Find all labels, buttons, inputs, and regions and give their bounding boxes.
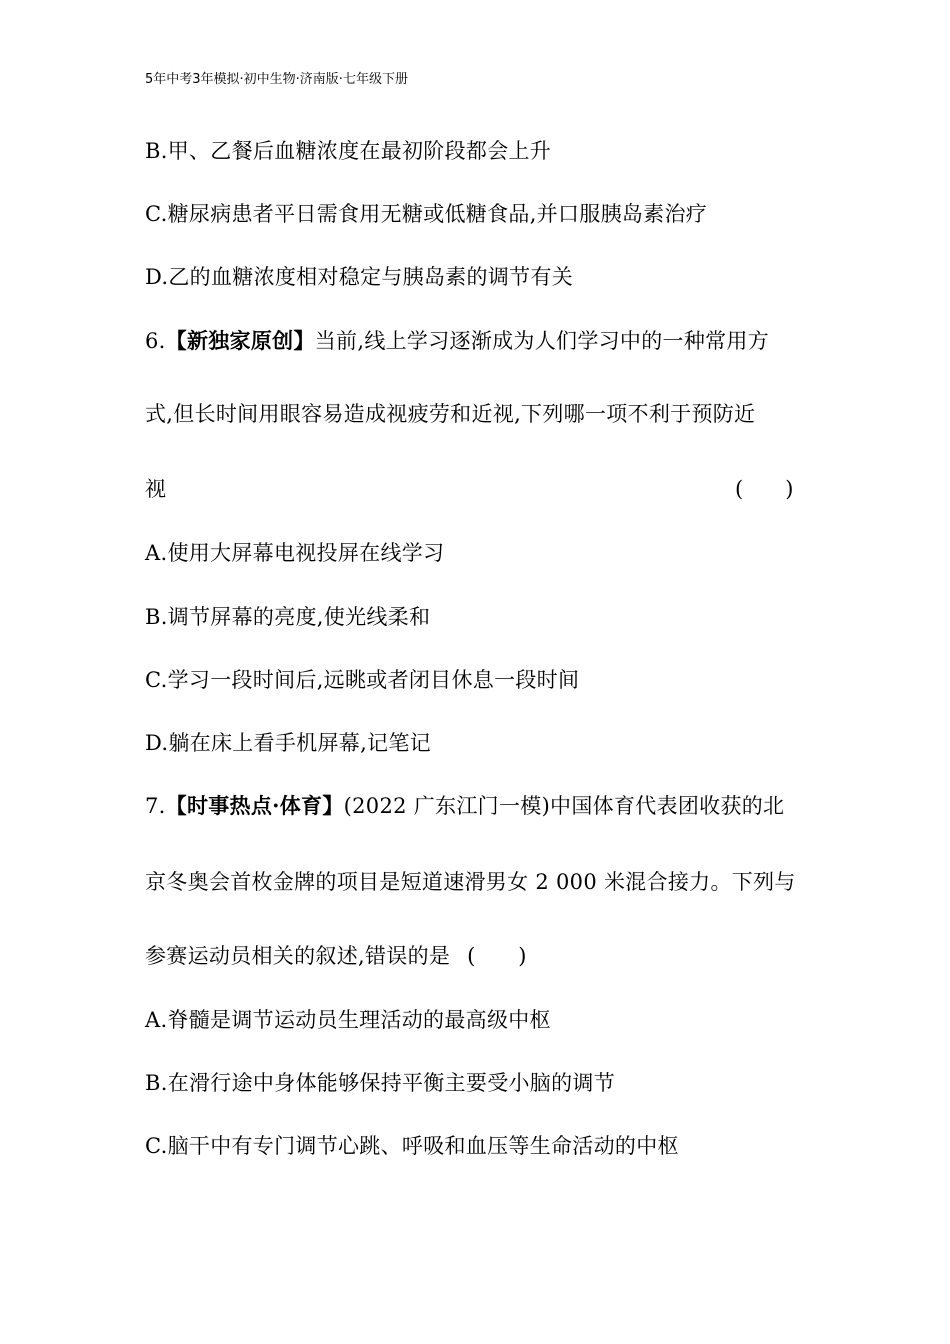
q6-stem-3: 视 [145,477,167,501]
q5-option-c: C.糖尿病患者平日需食用无糖或低糖食品,并口服胰岛素治疗 [145,202,708,226]
q6-line-1 [145,327,769,355]
q7-answer-paren: ( ) [467,944,527,968]
page-header: 5年中考3年模拟·初中生物·济南版·七年级下册 [145,72,408,87]
q6-option-d: D.躺在床上看手机屏幕,记笔记 [145,731,431,755]
q7-stem-1: (2022 广东江门一模)中国体育代表团收获的北 [343,794,785,818]
q5-option-b: B.甲、乙餐后血糖浓度在最初阶段都会上升 [145,139,552,163]
q6-tag: 【新独家原创】 [165,328,315,353]
q6-option-b: B.调节屏幕的亮度,使光线柔和 [145,605,431,629]
q6-option-c: C.学习一段时间后,远眺或者闭目休息一段时间 [145,668,580,692]
q6-stem-2: 式,但长时间用眼容易造成视疲劳和近视,下列哪一项不利于预防近 [145,402,756,426]
q6-number: 6. [145,329,166,353]
q7-tag: 【时事热点·体育】 [165,793,344,818]
q5-option-d: D.乙的血糖浓度相对稳定与胰岛素的调节有关 [145,265,574,289]
q6-stem-1: 当前,线上学习逐渐成为人们学习中的一种常用方 [314,329,770,353]
q7-option-c: C.脑干中有专门调节心跳、呼吸和血压等生命活动的中枢 [145,1134,679,1158]
q7-stem-3-text: 参赛运动员相关的叙述,错误的是 [145,944,451,968]
q7-line-1 [145,792,784,820]
q7-stem-3 [145,942,527,970]
q7-option-b: B.在滑行途中身体能够保持平衡主要受小脑的调节 [145,1071,616,1095]
q6-option-a: A.使用大屏幕电视投屏在线学习 [145,541,445,565]
q7-stem-2: 京冬奥会首枚金牌的项目是短道速滑男女 2 000 米混合接力。下列与 [145,870,796,894]
q7-number: 7. [145,794,166,818]
q7-option-a: A.脊髓是调节运动员生理活动的最高级中枢 [145,1008,551,1032]
q6-answer-paren: ( ) [735,477,794,501]
